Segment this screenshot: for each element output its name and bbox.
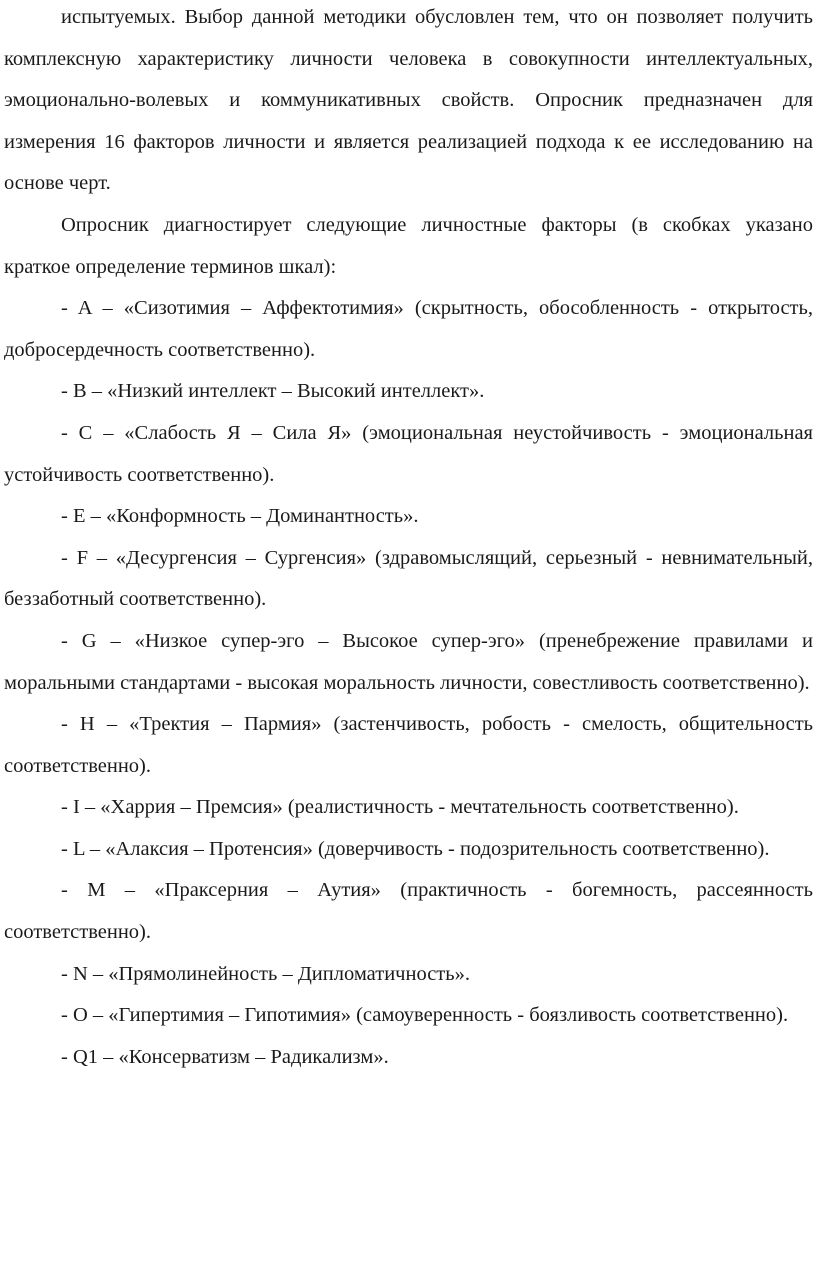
factor-q1-item: - Q1 – «Консерватизм – Радикализм».	[61, 1045, 389, 1068]
factors-intro-paragraph: Опросник диагностирует следующие личностные факторы (в скобках указано краткое определение терминов шкал):	[4, 213, 813, 278]
factor-m-item: - M – «Праксерния – Аутия» (практичность - богемность, рассеянность соответственно).	[4, 879, 813, 944]
factor-g-item: - G – «Низкое супер-эго – Высокое супер-эго» (пренебрежение правилами и моральными стандартами - высокая моральность личности, совестливость соответственно).	[4, 629, 813, 694]
factor-e-item: - E – «Конформность – Доминантность».	[61, 505, 419, 528]
factor-l-item: - L – «Алаксия – Протенсия» (доверчивость - подозрительность соответственно).	[61, 837, 770, 860]
factor-c-item: - C – «Слабость Я – Сила Я» (эмоциональная неустойчивость - эмоциональная устойчивость соответственно).	[4, 421, 813, 486]
factor-a-item: - A – «Сизотимия – Аффектотимия» (скрытность, обособленность - открытость, добросердечность соответственно).	[4, 297, 813, 361]
factor-o-item: - O – «Гипертимия – Гипотимия» (самоуверенность - боязливость соответственно).	[61, 1004, 789, 1027]
factor-b-item: - B – «Низкий интеллект – Высокий интеллект».	[61, 380, 485, 403]
factor-h-item: - H – «Тректия – Пармия» (застенчивость, робость - смелость, общительность соответственно).	[4, 713, 813, 777]
intro-paragraph-continuation: испытуемых. Выбор данной методики обусловлен тем, что он позволяет получить комплексную характеристику личности человека в совокупности интеллектуальных, эмоционально-волевых и коммуникативных свойств. Опросник предназначен для измерения 16 факторов личности и является реализацией подхода к ее исследованию на основе черт.	[4, 6, 813, 195]
factor-i-item: - I – «Харрия – Премсия» (реалистичность - мечтательность соответственно).	[61, 796, 739, 819]
factor-n-item: - N – «Прямолинейность – Дипломатичность».	[61, 962, 470, 985]
factor-f-item: - F – «Десургенсия – Сургенсия» (здравомыслящий, серьезный - невнимательный, беззаботный соответственно).	[4, 546, 813, 611]
